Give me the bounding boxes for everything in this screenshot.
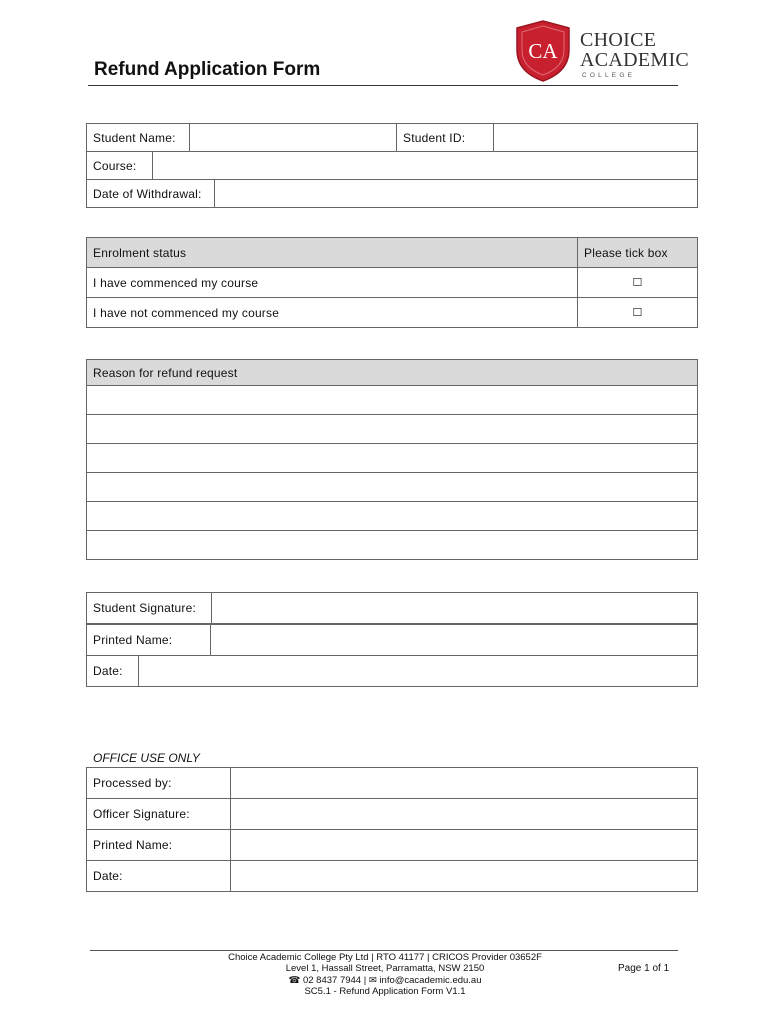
- not-commenced-label: I have not commenced my course: [87, 298, 578, 328]
- refund-reason-table: [86, 359, 698, 560]
- reason-line[interactable]: [87, 386, 698, 415]
- commenced-label: I have commenced my course: [87, 268, 578, 298]
- course-field[interactable]: [153, 152, 698, 180]
- header-divider: [88, 85, 678, 86]
- student-printed-name-label: Printed Name:: [87, 625, 211, 656]
- student-name-label: Student Name:: [87, 124, 190, 152]
- office-use-table: [86, 767, 698, 892]
- refund-reason-header: Reason for refund request: [87, 360, 698, 386]
- student-id-label: Student ID:: [397, 124, 494, 152]
- student-date-label: Date:: [87, 656, 139, 687]
- footer-text: [140, 952, 630, 997]
- student-date-field[interactable]: [139, 656, 698, 687]
- reason-line[interactable]: [87, 415, 698, 444]
- withdrawal-date-label: Date of Withdrawal:: [87, 180, 215, 208]
- office-date-field[interactable]: [231, 861, 698, 892]
- office-use-label: OFFICE USE ONLY: [93, 751, 200, 765]
- officer-signature-label: Officer Signature:: [87, 799, 231, 830]
- student-signature-field[interactable]: [212, 593, 698, 624]
- footer-doc-id: SC5.1 - Refund Application Form V1.1: [304, 985, 466, 997]
- student-printed-name-field[interactable]: [211, 625, 698, 656]
- reason-line[interactable]: [87, 531, 698, 560]
- logo-text-college: COLLEGE: [582, 72, 636, 79]
- footer-contact: ☎ 02 8437 7944 | ✉ info@cacademic.edu.au: [288, 974, 482, 986]
- page-number: Page 1 of 1: [618, 963, 670, 974]
- page-title: Refund Application Form: [94, 59, 321, 80]
- processed-by-field[interactable]: [231, 768, 698, 799]
- officer-printed-name-label: Printed Name:: [87, 830, 231, 861]
- footer-company: Choice Academic College Pty Ltd | RTO 41177 | CRICOS Provider 03652F: [228, 952, 542, 963]
- student-signature-label: Student Signature:: [87, 593, 212, 624]
- student-details-table: [86, 123, 698, 152]
- not-commenced-checkbox[interactable]: ☐: [578, 298, 698, 328]
- logo-text-academic: ACADEMIC: [580, 49, 690, 71]
- officer-printed-name-field[interactable]: [231, 830, 698, 861]
- officer-signature-field[interactable]: [231, 799, 698, 830]
- commenced-checkbox[interactable]: ☐: [578, 268, 698, 298]
- withdrawal-table: [86, 179, 698, 208]
- logo-monogram: CA: [528, 39, 558, 63]
- course-label: Course:: [87, 152, 153, 180]
- enrolment-status-header: Enrolment status: [87, 238, 578, 268]
- withdrawal-date-field[interactable]: [215, 180, 698, 208]
- student-signature-table: [86, 592, 698, 624]
- processed-by-label: Processed by:: [87, 768, 231, 799]
- tick-box-header: Please tick box: [578, 238, 698, 268]
- student-date-table: [86, 655, 698, 687]
- course-table: [86, 151, 698, 180]
- reason-line[interactable]: [87, 473, 698, 502]
- office-date-label: Date:: [87, 861, 231, 892]
- student-printed-name-table: [86, 624, 698, 656]
- reason-line[interactable]: [87, 502, 698, 531]
- logo-text-choice: CHOICE: [580, 29, 657, 51]
- college-logo-shield-icon: [515, 20, 571, 82]
- enrolment-status-table: [86, 237, 698, 328]
- student-name-field[interactable]: [190, 124, 397, 152]
- footer-address: Level 1, Hassall Street, Parramatta, NSW 2150: [285, 963, 485, 975]
- student-id-field[interactable]: [494, 124, 698, 152]
- footer-divider: [90, 950, 678, 951]
- reason-line[interactable]: [87, 444, 698, 473]
